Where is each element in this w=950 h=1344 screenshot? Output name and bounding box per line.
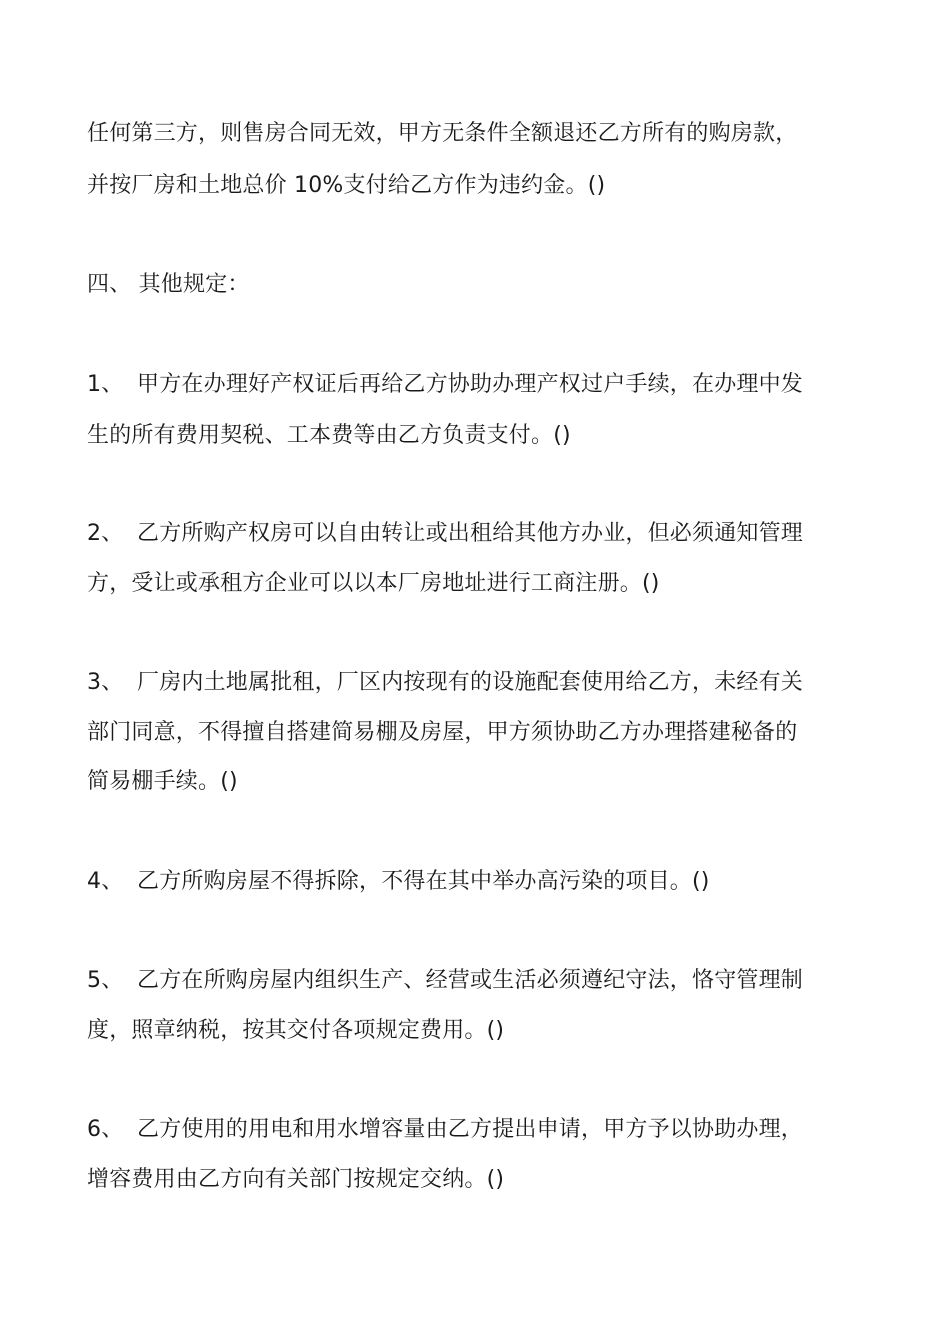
item-3-number: 3、 (87, 670, 124, 695)
item-4-line-1 (87, 867, 710, 897)
continuation-line-2: 并按厂房和土地总价 10%支付给乙方作为违约金。() (87, 173, 606, 198)
item-2-text-1: 乙方所购产权房可以自由转让或出租给其他方办业，但必须通知管理 (137, 521, 804, 546)
item-3-line-2: 部门同意，不得擅自搭建简易棚及房屋，甲方须协助乙方办理搭建秘备的 (87, 720, 798, 745)
item-5-line-1 (87, 966, 803, 996)
item-2-line-1 (87, 519, 803, 549)
item-1-line-2: 生的所有费用契税、工本费等由乙方负责支付。() (87, 423, 571, 448)
section-heading: 四、 其他规定： (87, 272, 250, 297)
item-2-line-2: 方，受让或承租方企业可以以本厂房地址进行工商注册。() (87, 571, 660, 596)
item-1-text-1: 甲方在办理好产权证后再给乙方协助办理产权过户手续，在办理中发 (137, 372, 804, 397)
item-1-line-1 (87, 370, 803, 400)
item-3-line-3: 简易棚手续。() (87, 769, 238, 794)
item-6-number: 6、 (87, 1117, 124, 1142)
item-6-line-2: 增容费用由乙方向有关部门按规定交纳。() (87, 1167, 505, 1192)
continuation-line-1: 任何第三方，则售房合同无效，甲方无条件全额退还乙方所有的购房款， (87, 121, 798, 146)
item-2-number: 2、 (87, 521, 124, 546)
item-5-line-2: 度，照章纳税，按其交付各项规定费用。() (87, 1018, 505, 1043)
item-4-text-1: 乙方所购房屋不得拆除，不得在其中举办高污染的项目。() (137, 869, 710, 894)
item-3-line-1 (87, 668, 803, 698)
item-5-number: 5、 (87, 968, 124, 993)
item-6-text-1: 乙方使用的用电和用水增容量由乙方提出申请，甲方予以协助办理， (137, 1117, 804, 1142)
item-6-line-1 (87, 1115, 803, 1145)
item-1-number: 1、 (87, 372, 124, 397)
item-4-number: 4、 (87, 869, 124, 894)
item-3-text-1: 厂房内土地属批租，厂区内按现有的设施配套使用给乙方，未经有关 (137, 670, 804, 695)
item-5-text-1: 乙方在所购房屋内组织生产、经营或生活必须遵纪守法，恪守管理制 (137, 968, 804, 993)
